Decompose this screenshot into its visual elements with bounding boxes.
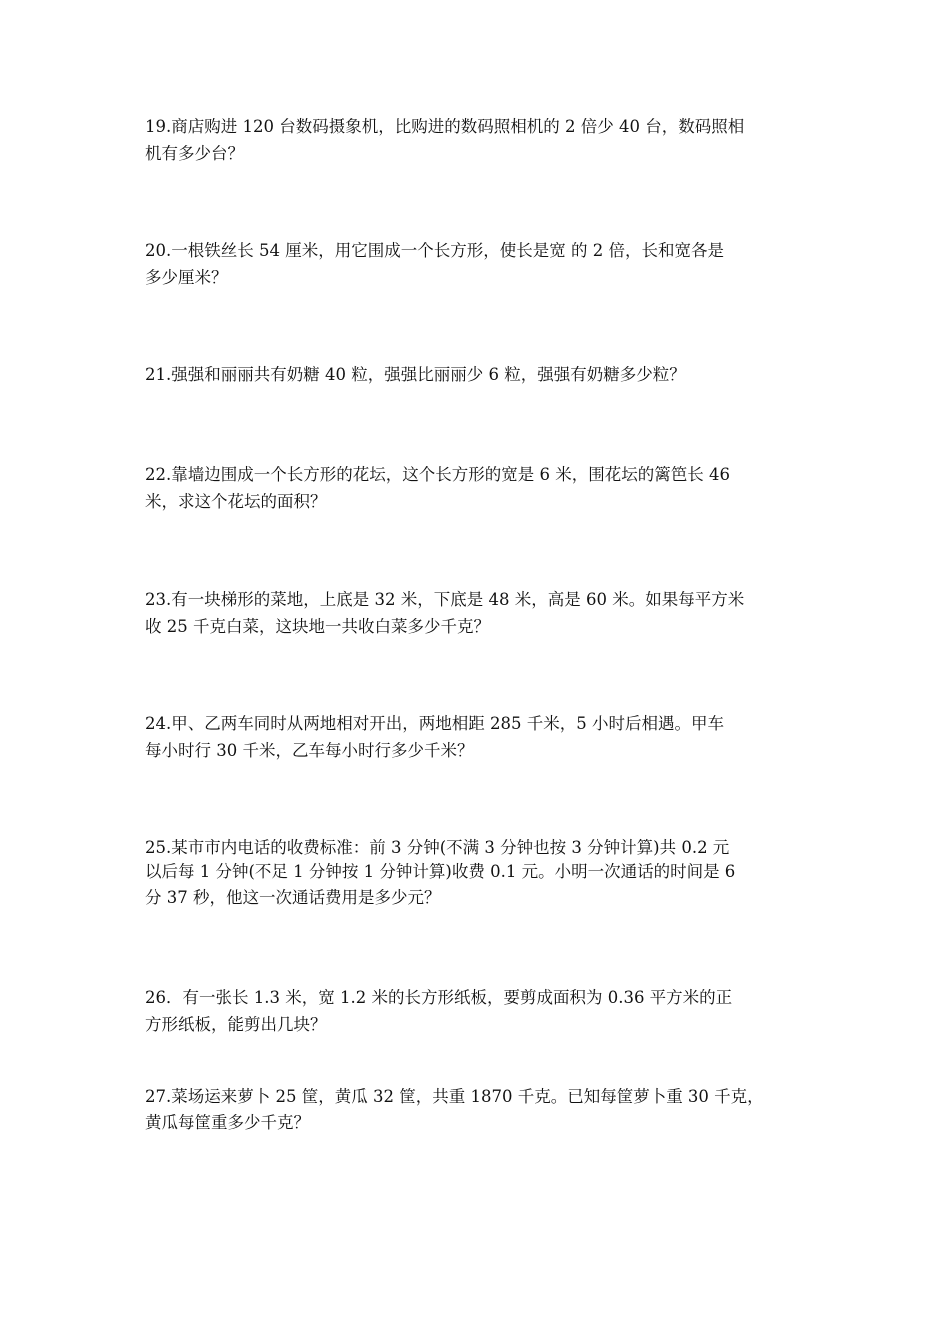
question-text-line: 方形纸板，能剪出几块？ <box>145 1015 327 1034</box>
question-text-line: 每小时行 30 千米，乙车每小时行多少千米？ <box>145 741 474 760</box>
question-text-line: 23.有一块梯形的菜地，上底是 32 米，下底是 48 米，高是 60 米。如果每平方米 <box>145 590 745 609</box>
question-text-line: 21.强强和丽丽共有奶糖 40 粒，强强比丽丽少 6 粒，强强有奶糖多少粒？ <box>145 365 686 384</box>
question-text-line: 收 25 千克白菜，这块地一共收白菜多少千克？ <box>145 617 490 636</box>
question-text-line: 25.某市市内电话的收费标准：前 3 分钟(不满 3 分钟也按 3 分钟计算)共 0.2 元 <box>145 838 730 857</box>
question-text-line: 米，求这个花坛的面积？ <box>145 492 327 511</box>
question-text-line: 20.一根铁丝长 54 厘米，用它围成一个长方形，使长是宽 的 2 倍，长和宽各是 <box>145 241 724 260</box>
question-text-line: 机有多少台？ <box>145 144 244 163</box>
question-text-line: 多少厘米？ <box>145 268 228 287</box>
question-text-line: 22.靠墙边围成一个长方形的花坛，这个长方形的宽是 6 米，围花坛的篱笆长 46 <box>145 465 730 484</box>
question-text-line: 24.甲、乙两车同时从两地相对开出，两地相距 285 千米，5 小时后相遇。甲车 <box>145 714 724 733</box>
question-text-line: 分 37 秒，他这一次通话费用是多少元？ <box>145 888 441 907</box>
question-text-line: 以后每 1 分钟(不足 1 分钟按 1 分钟计算)收费 0.1 元。小明一次通话的时间是 6 <box>145 862 736 881</box>
question-text-line: 26．有一张长 1.3 米，宽 1.2 米的长方形纸板，要剪成面积为 0.36 平方米的正 <box>145 988 733 1007</box>
question-text-line: 黄瓜每筐重多少千克？ <box>145 1113 310 1132</box>
question-text-line: 19.商店购进 120 台数码摄象机，比购进的数码照相机的 2 倍少 40 台，数码照相 <box>145 117 745 136</box>
question-text-line: 27.菜场运来萝卜 25 筐，黄瓜 32 筐，共重 1870 千克。已知每筐萝卜重 30 千克， <box>145 1087 764 1106</box>
